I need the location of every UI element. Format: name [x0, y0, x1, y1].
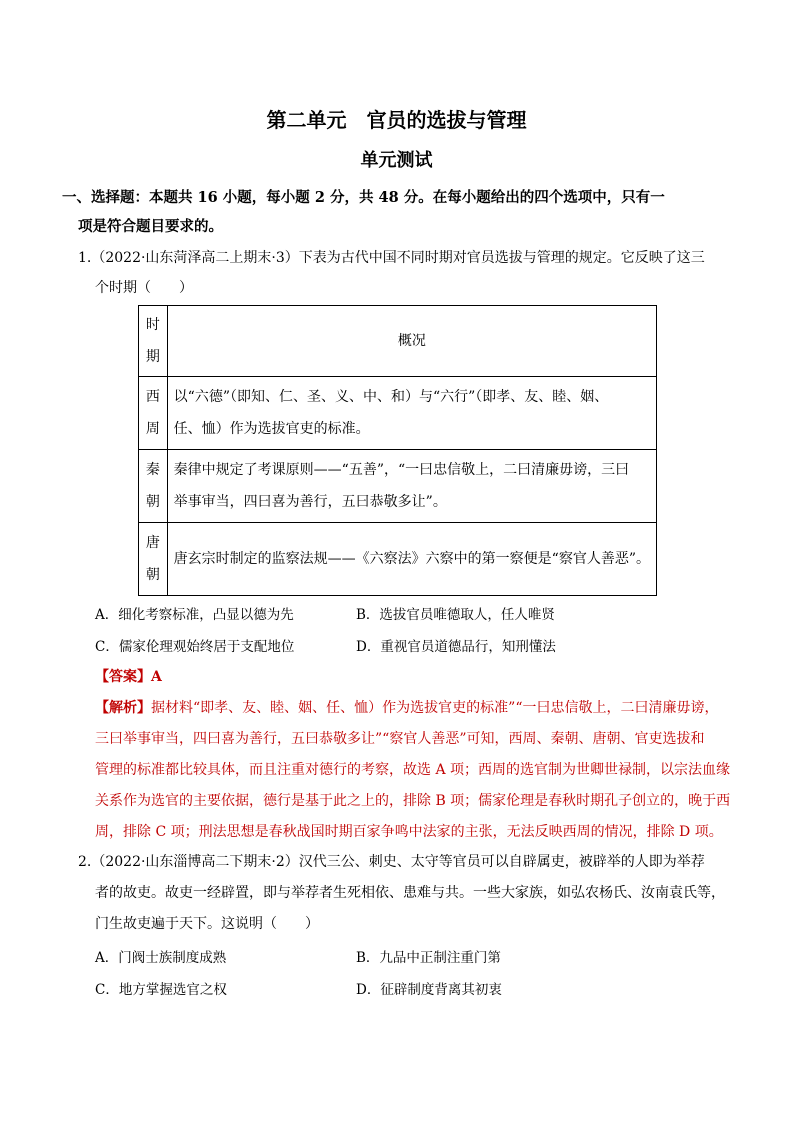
q1-option-b[interactable]: B．选拔官员唯德取人，任人唯贤	[356, 607, 555, 623]
q1-option-d[interactable]: D．重视官员道德品行，知刑懂法	[356, 639, 556, 655]
table-header-summary: 概况	[167, 306, 656, 377]
q2-stem-line2: 者的故吏。故吏一经辟置，即与举荐者生死相依、患难与共。一些大家族，如弘农杨氏、汝南袁氏等，	[95, 885, 725, 901]
table-row	[139, 450, 657, 523]
q1-table	[138, 305, 657, 596]
q1-analysis-line4: 关系作为选官的主要依据，德行是基于此之上的，排除 B 项；儒家伦理是春秋时期孔子创立的，晚于西	[95, 793, 731, 809]
q2-option-b[interactable]: B．九品中正制注重门第	[356, 950, 501, 966]
answer-value: A	[151, 669, 162, 685]
table-row	[139, 523, 657, 596]
q1-option-c[interactable]: C．儒家伦理观始终居于支配地位	[95, 639, 295, 655]
q1-stem-line1: 1.（2022·山东菏泽高二上期末·3）下表为古代中国不同时期对官员选拔与管理的规定。它反映了这三	[78, 250, 705, 266]
table-cell-summary: 以“六德”（即知、仁、圣、义、中、和）与“六行”（即孝、友、睦、姻、 任、恤）作为选拔官吏的标准。	[167, 377, 656, 450]
table-cell-period: 秦 朝	[139, 450, 168, 523]
page-subtitle: 单元测试	[360, 150, 433, 171]
q1-answer	[95, 666, 162, 686]
q2-option-a[interactable]: A．门阀士族制度成熟	[95, 950, 227, 966]
table-cell-summary: 唐玄宗时制定的监察法规——《六察法》六察中的第一察便是“察官人善恶”。	[167, 523, 656, 596]
q1-analysis-line2: 三曰举事审当，四曰喜为善行，五曰恭敬多让”“察官人善恶”可知，西周、秦朝、唐朝、官吏选拔和	[95, 731, 705, 747]
table-cell-summary: 秦律中规定了考课原则——“五善”，“一曰忠信敬上，二曰清廉毋谤，三曰 举事审当，四曰喜为善行，五曰恭敬多让”。	[167, 450, 656, 523]
table-cell-period: 西 周	[139, 377, 168, 450]
table-cell-period: 唐 朝	[139, 523, 168, 596]
q1-option-a[interactable]: A．细化考察标准，凸显以德为先	[95, 607, 294, 623]
analysis-label: 【解析】	[95, 700, 151, 716]
section-heading-line1: 一、选择题：本题共 16 小题，每小题 2 分，共 48 分。在每小题给出的四个选项中，只有一	[62, 189, 665, 206]
q1-analysis-line1: 【解析】据材料“即孝、友、睦、姻、任、恤）作为选拔官吏的标准”“一曰忠信敬上，二曰清廉毋谤，	[95, 700, 719, 716]
section-heading-line2: 项是符合题目要求的。	[78, 218, 223, 235]
page-title: 第二单元 官员的选拔与管理	[266, 108, 527, 132]
q2-stem-line1: 2.（2022·山东淄博高二下期末·2）汉代三公、刺史、太守等官员可以自辟属吏，被辟举的人即为举荐	[78, 854, 705, 870]
q1-analysis-line3: 管理的标准都比较具体，而且注重对德行的考察，故选 A 项；西周的选官制为世卿世禄制，以宗法血缘	[95, 762, 731, 778]
q1-analysis-line5: 周，排除 C 项；刑法思想是春秋战国时期百家争鸣中法家的主张，无法反映西周的情况，排除 D 项。	[95, 824, 723, 840]
answer-label: 【答案】	[95, 669, 151, 685]
q1-stem-line2: 个时期（ ）	[95, 280, 193, 296]
q2-option-c[interactable]: C．地方掌握选官之权	[95, 982, 227, 998]
q2-stem-line3: 门生故吏遍于天下。这说明（ ）	[95, 916, 319, 932]
table-row	[139, 306, 657, 377]
table-row	[139, 377, 657, 450]
table-header-period: 时 期	[139, 306, 168, 377]
q2-option-d[interactable]: D．征辟制度背离其初衷	[356, 982, 502, 998]
